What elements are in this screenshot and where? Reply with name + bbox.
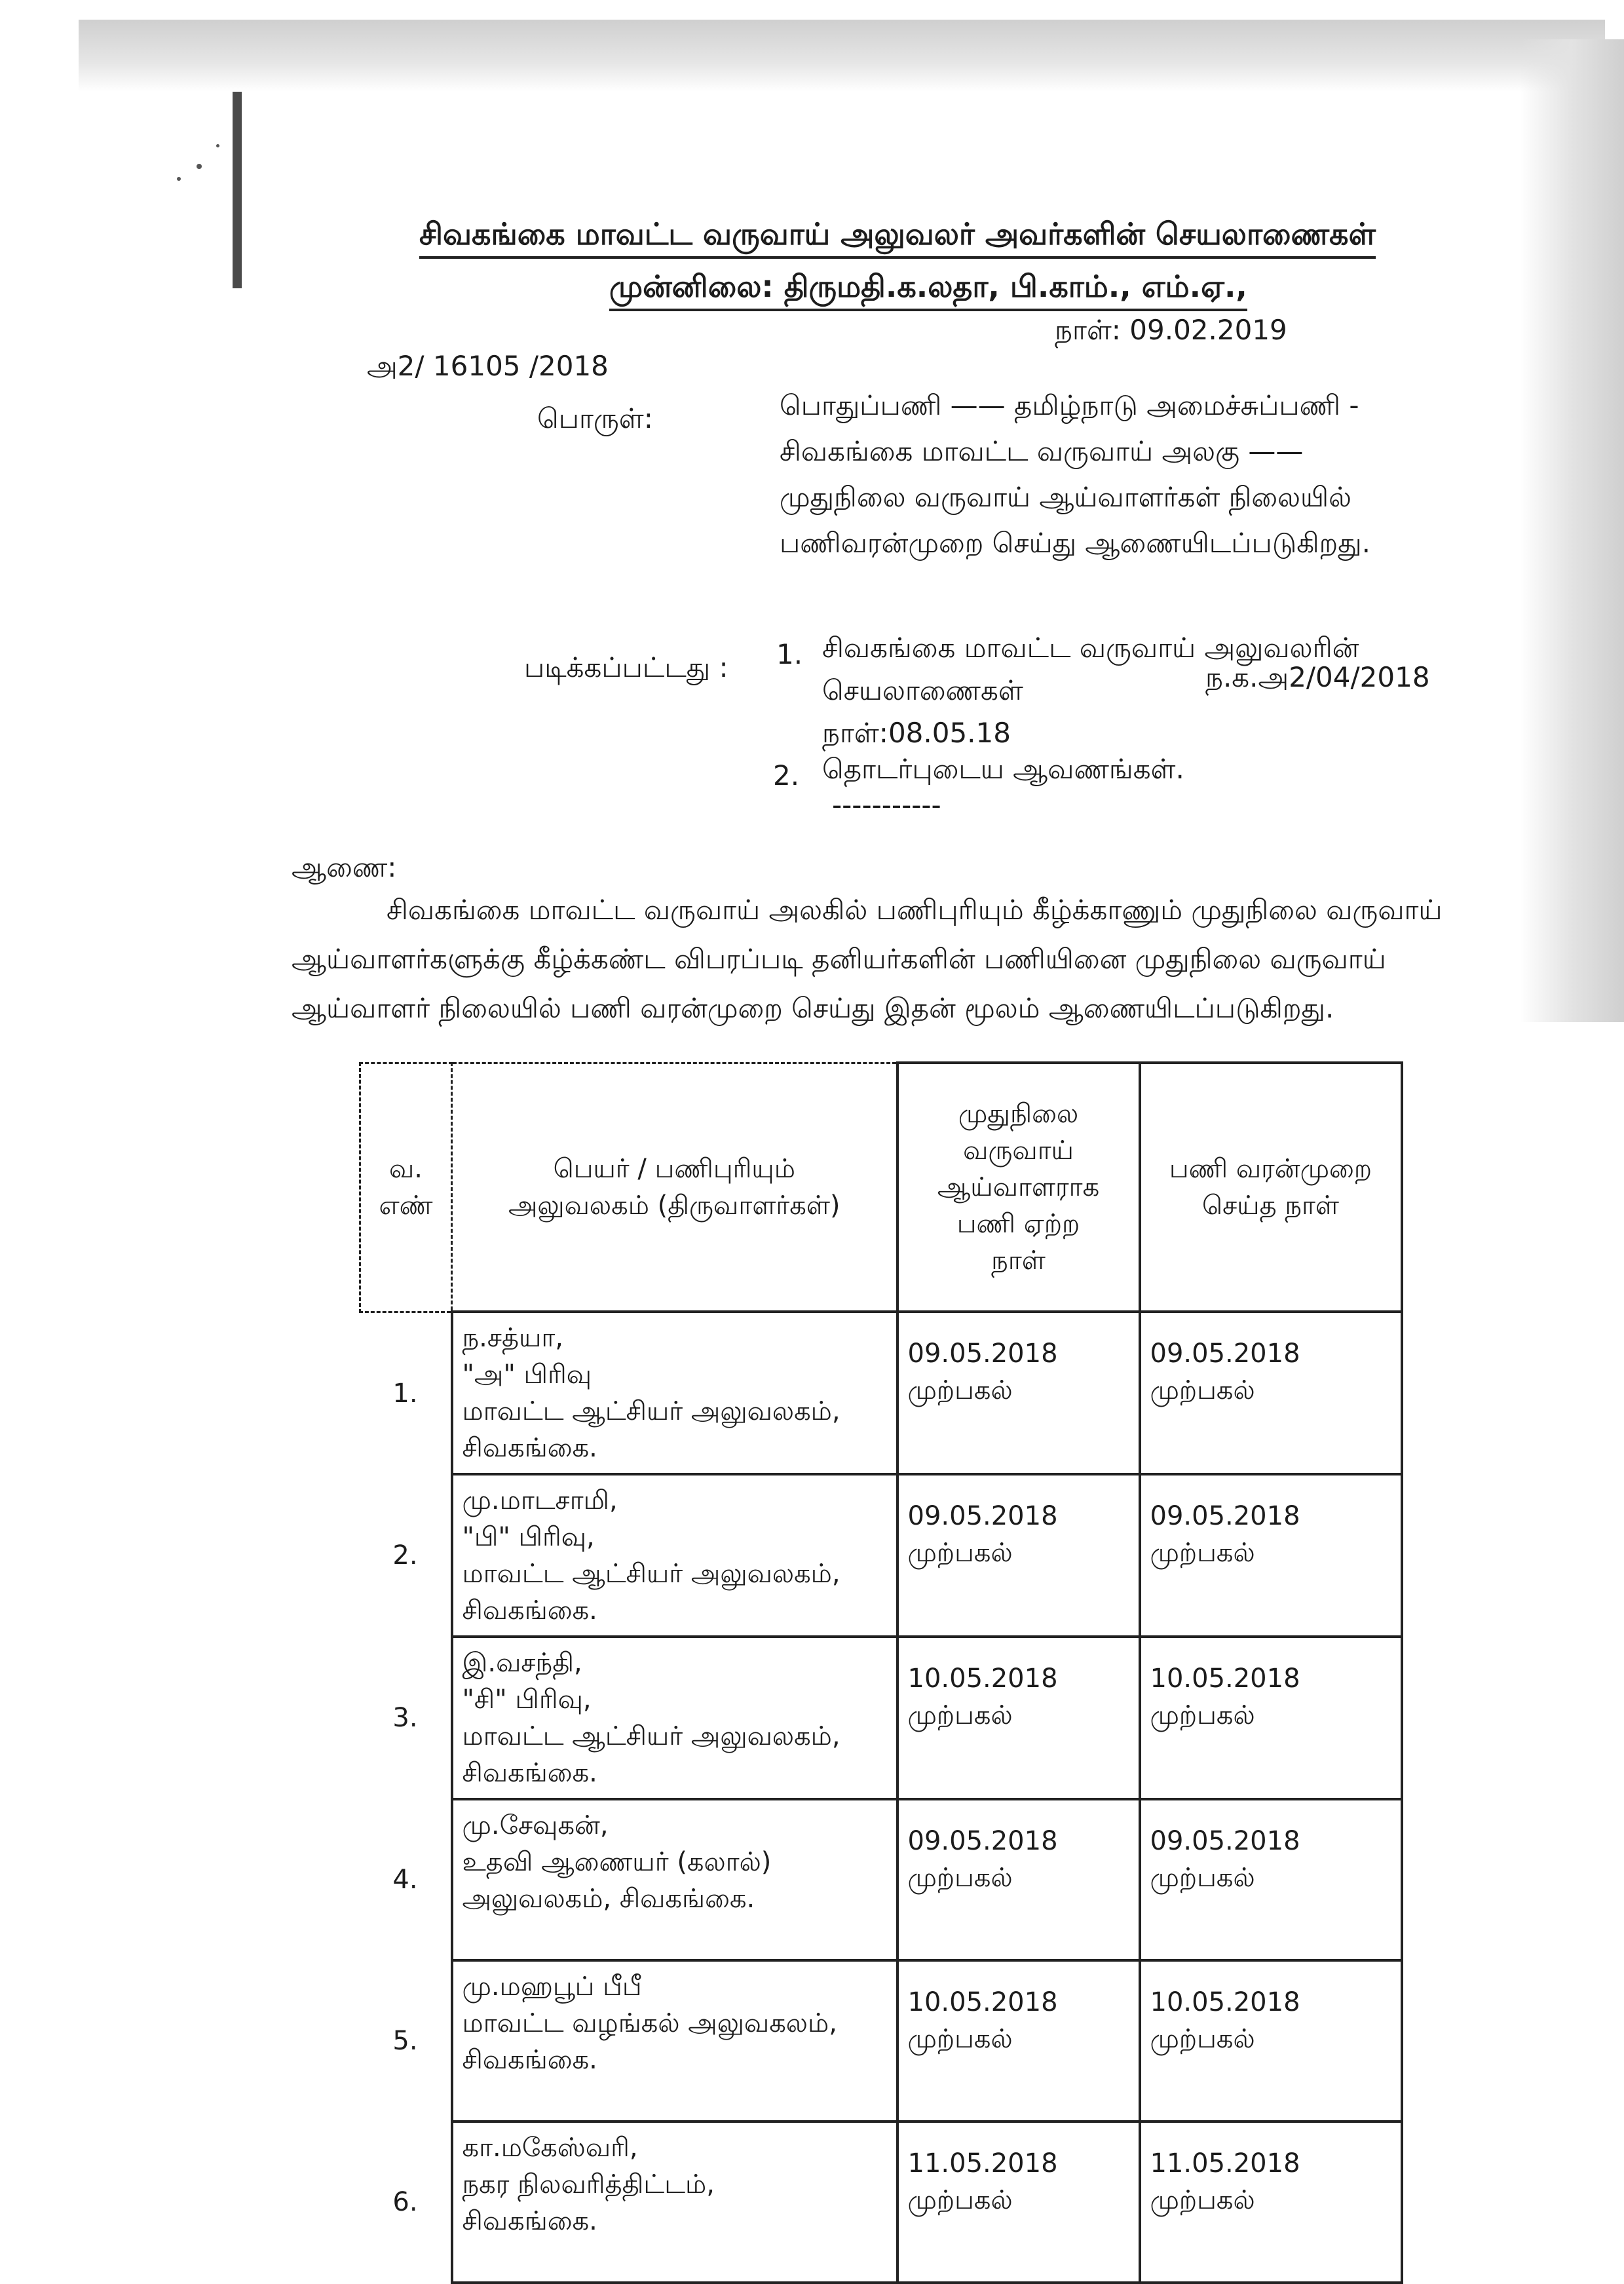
row-name-line: மு.மாடசாமி, bbox=[462, 1485, 618, 1515]
row-name-line: உதவி ஆணையர் (கலால்) bbox=[462, 1847, 772, 1877]
row-date: 09.05.2018 bbox=[1150, 1339, 1300, 1369]
table-row bbox=[360, 1637, 1402, 1799]
row-session: முற்பகல் bbox=[1150, 2024, 1255, 2054]
subject-label: பொருள்: bbox=[537, 402, 653, 434]
header-text: முதுநிலை bbox=[958, 1099, 1079, 1129]
row-name-office bbox=[452, 1637, 897, 1799]
table-row bbox=[360, 1960, 1402, 2122]
header-text: பணி வரன்முறை bbox=[1169, 1154, 1372, 1184]
row-name-line: சிவகங்கை. bbox=[462, 2045, 597, 2075]
header-serial-number bbox=[360, 1063, 452, 1312]
row-date: 10.05.2018 bbox=[907, 1664, 1058, 1694]
row-date: 10.05.2018 bbox=[1150, 1987, 1300, 2017]
row-name-line: நகர நிலவரித்திட்டம், bbox=[462, 2169, 715, 2199]
row-name-line: "அ" பிரிவு bbox=[462, 1360, 592, 1390]
reference-item-number: 1. bbox=[776, 638, 803, 670]
row-regularized-date bbox=[1140, 1474, 1402, 1637]
row-serial-number: 1. bbox=[360, 1312, 452, 1474]
references-label: படிக்கப்பட்டது : bbox=[524, 651, 728, 683]
row-date: 09.05.2018 bbox=[1150, 1501, 1300, 1531]
row-session: முற்பகல் bbox=[1150, 1700, 1255, 1730]
row-regularized-date bbox=[1140, 1637, 1402, 1799]
row-session: முற்பகல் bbox=[1150, 1863, 1255, 1893]
row-name-line: சிவகங்கை. bbox=[462, 1433, 597, 1463]
reference-item-date: நாள்:08.05.18 bbox=[822, 717, 1011, 749]
row-date: 09.05.2018 bbox=[907, 1339, 1058, 1369]
row-name-line: "சி" பிரிவு, bbox=[462, 1684, 592, 1715]
order-paragraph-line: ஆய்வாளர்களுக்கு கீழ்க்கண்ட விபரப்படி தனியர்களின் பணியினை முதுநிலை வருவாய் bbox=[292, 943, 1386, 975]
row-name-line: மாவட்ட ஆட்சியர் அலுவலகம், bbox=[462, 1396, 840, 1426]
scan-shadow-right bbox=[1520, 39, 1624, 1022]
row-name-line: மாவட்ட வழங்கல் அலுவகலம், bbox=[462, 2008, 837, 2038]
reference-item-text: செயலாணைகள் bbox=[822, 674, 1023, 706]
header-text: பெயர் / பணிபுரியும் bbox=[553, 1153, 795, 1184]
scan-shadow-top bbox=[79, 20, 1605, 92]
table-row bbox=[360, 1799, 1402, 1960]
scan-speck bbox=[216, 144, 219, 147]
row-name-line: சிவகங்கை. bbox=[462, 1595, 597, 1626]
row-name-line: இ.வசந்தி, bbox=[462, 1648, 582, 1678]
row-joined-date bbox=[897, 1312, 1140, 1474]
row-joined-date bbox=[897, 1960, 1140, 2122]
row-joined-date bbox=[897, 1799, 1140, 1960]
header-text: எண் bbox=[379, 1190, 433, 1221]
scan-edge-left bbox=[233, 92, 242, 288]
reference-item-number: 2. bbox=[773, 759, 800, 791]
row-date: 11.05.2018 bbox=[1150, 2148, 1300, 2179]
reference-number: அ2/ 16105 /2018 bbox=[367, 350, 609, 382]
row-serial-number: 6. bbox=[360, 2122, 452, 2283]
order-label: ஆணை: bbox=[292, 851, 397, 883]
header-regularized-date bbox=[1140, 1063, 1402, 1312]
row-serial-number: 3. bbox=[360, 1637, 452, 1799]
document-title: சிவகங்கை மாவட்ட வருவாய் அலுவலர் அவர்களின் செயலாணைகள் bbox=[419, 216, 1376, 259]
header-text: நாள் bbox=[991, 1246, 1046, 1276]
table-row bbox=[360, 1312, 1402, 1474]
scan-speck bbox=[177, 177, 181, 181]
row-session: முற்பகல் bbox=[1150, 1375, 1255, 1405]
reference-item-text: தொடர்புடைய ஆவணங்கள். bbox=[822, 753, 1184, 785]
header-name-office bbox=[452, 1063, 897, 1312]
row-name-line: கா.மகேஸ்வரி, bbox=[462, 2133, 638, 2163]
row-joined-date bbox=[897, 1637, 1140, 1799]
row-date: 11.05.2018 bbox=[907, 2148, 1058, 2179]
row-regularized-date bbox=[1140, 1799, 1402, 1960]
row-name-office bbox=[452, 1474, 897, 1637]
reference-file-number: ந.க.அ2/04/2018 bbox=[1205, 661, 1430, 693]
order-paragraph-line: ஆய்வாளர் நிலையில் பணி வரன்முறை செய்து இதன் மூலம் ஆணையிடப்படுகிறது. bbox=[292, 992, 1334, 1024]
row-name-office bbox=[452, 1960, 897, 2122]
order-date: நாள்: 09.02.2019 bbox=[1055, 314, 1287, 346]
subject-line: பணிவரன்முறை செய்து ஆணையிடப்படுகிறது. bbox=[780, 527, 1370, 559]
header-text: ஆய்வாளராக bbox=[937, 1172, 1100, 1202]
row-name-line: "பி" பிரிவு, bbox=[462, 1522, 595, 1552]
header-text: அலுவலகம் (திருவாளர்கள்) bbox=[508, 1190, 840, 1221]
header-text: வருவாய் bbox=[963, 1135, 1074, 1166]
header-text: பணி ஏற்ற bbox=[956, 1209, 1080, 1239]
presiding-officer: முன்னிலை: திருமதி.க.லதா, பி.காம்., எம்.ஏ., bbox=[609, 269, 1247, 311]
row-serial-number: 2. bbox=[360, 1474, 452, 1637]
row-regularized-date bbox=[1140, 2122, 1402, 2283]
table-row bbox=[360, 1474, 1402, 1637]
row-regularized-date bbox=[1140, 1960, 1402, 2122]
row-date: 10.05.2018 bbox=[1150, 1664, 1300, 1694]
row-name-line: மு.சேவுகன், bbox=[462, 1810, 609, 1840]
row-name-line: மாவட்ட ஆட்சியர் அலுவலகம், bbox=[462, 1559, 840, 1589]
row-session: முற்பகல் bbox=[907, 2185, 1013, 2215]
row-joined-date bbox=[897, 2122, 1140, 2283]
row-session: முற்பகல் bbox=[907, 2024, 1013, 2054]
row-name-line: சிவகங்கை. bbox=[462, 1758, 597, 1788]
row-session: முற்பகல் bbox=[907, 1375, 1013, 1405]
row-session: முற்பகல் bbox=[907, 1538, 1013, 1568]
scan-speck bbox=[197, 164, 202, 169]
row-session: முற்பகல் bbox=[907, 1700, 1013, 1730]
row-session: முற்பகல் bbox=[907, 1863, 1013, 1893]
row-date: 10.05.2018 bbox=[907, 1987, 1058, 2017]
row-name-line: ந.சத்யா, bbox=[462, 1323, 563, 1353]
subject-line: முதுநிலை வருவாய் ஆய்வாளர்கள் நிலையில் bbox=[780, 481, 1351, 513]
header-text: செய்த நாள் bbox=[1201, 1190, 1339, 1221]
row-date: 09.05.2018 bbox=[907, 1826, 1058, 1856]
row-name-office bbox=[452, 1312, 897, 1474]
row-name-line: அலுவலகம், சிவகங்கை. bbox=[462, 1884, 755, 1914]
row-name-office bbox=[452, 2122, 897, 2283]
row-name-office bbox=[452, 1799, 897, 1960]
header-text: வ. bbox=[389, 1154, 423, 1184]
row-date: 09.05.2018 bbox=[1150, 1826, 1300, 1856]
row-name-line: மு.மஹபூப் பீபீ bbox=[462, 1971, 642, 2002]
table-row bbox=[360, 2122, 1402, 2283]
row-session: முற்பகல் bbox=[1150, 2185, 1255, 2215]
regularization-table bbox=[359, 1061, 1403, 2284]
subject-line: பொதுப்பணி —— தமிழ்நாடு அமைச்சுப்பணி - bbox=[780, 389, 1359, 421]
row-serial-number: 4. bbox=[360, 1799, 452, 1960]
table-header-row bbox=[360, 1063, 1402, 1312]
header-joined-date bbox=[897, 1063, 1140, 1312]
row-serial-number: 5. bbox=[360, 1960, 452, 2122]
order-paragraph-line: சிவகங்கை மாவட்ட வருவாய் அலகில் பணிபுரியும் கீழ்க்காணும் முதுநிலை வருவாய் bbox=[387, 894, 1443, 926]
divider: ----------- bbox=[832, 789, 941, 821]
row-date: 09.05.2018 bbox=[907, 1501, 1058, 1531]
row-joined-date bbox=[897, 1474, 1140, 1637]
row-regularized-date bbox=[1140, 1312, 1402, 1474]
row-name-line: சிவகங்கை. bbox=[462, 2206, 597, 2236]
row-name-line: மாவட்ட ஆட்சியர் அலுவலகம், bbox=[462, 1721, 840, 1751]
reference-item-text: சிவகங்கை மாவட்ட வருவாய் அலுவலரின் bbox=[822, 632, 1359, 664]
subject-line: சிவகங்கை மாவட்ட வருவாய் அலகு —— bbox=[780, 435, 1304, 467]
row-session: முற்பகல் bbox=[1150, 1538, 1255, 1568]
